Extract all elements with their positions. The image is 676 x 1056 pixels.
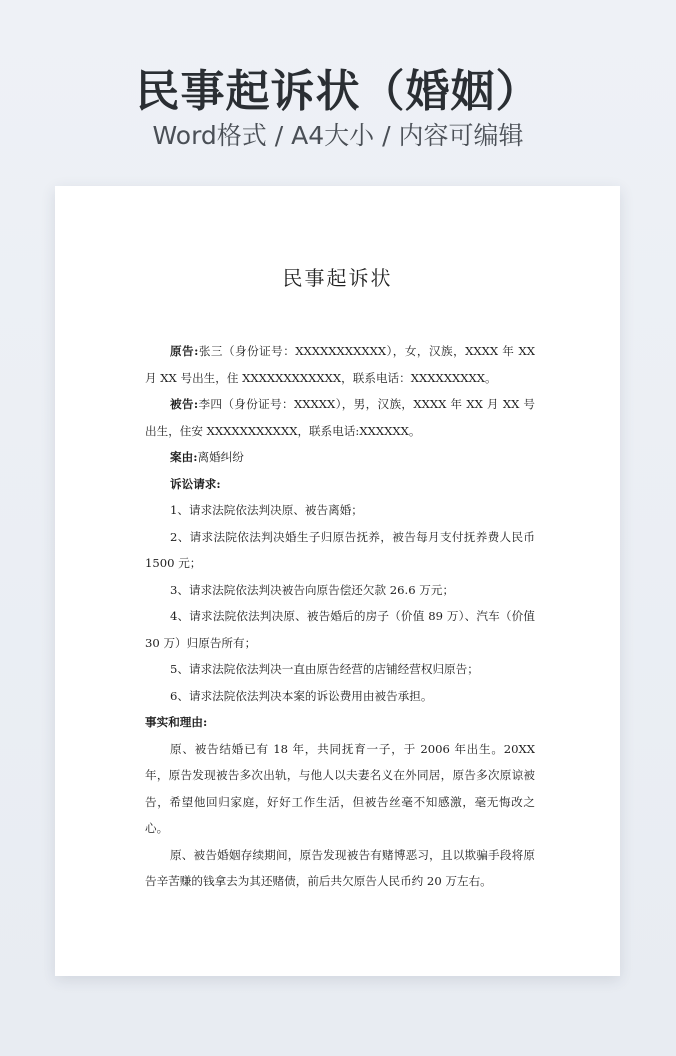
facts-paragraph: 原、被告婚姻存续期间，原告发现被告有赌博恶习，且以欺骗手段将原告辛苦赚的钱拿去为其还赌债，前后共欠原告人民币约 20 万左右。	[145, 847, 535, 888]
claim-item: 6、请求法院依法判决本案的诉讼费用由被告承担。	[170, 688, 433, 703]
defendant-text: 李四（身份证号：XXXXX），男，汉族，XXXX 年 XX 月 XX 号出生，住安 XXXXXXXXXXX，联系电话:XXXXXX。	[145, 397, 535, 438]
facts-heading: 事实和理由:	[145, 715, 208, 729]
claim-item: 2、请求法院依法判决婚生子归原告抚养，被告每月支付抚养费人民币 1500 元；	[145, 529, 535, 570]
document-title: 民事起诉状	[282, 266, 393, 290]
claim-item: 5、请求法院依法判决一直由原告经营的店铺经营权归原告；	[170, 662, 479, 676]
banner-subtitle: Word格式 / A4大小 / 内容可编辑	[152, 121, 524, 150]
plaintiff-label: 原告:	[170, 344, 199, 358]
defendant-label: 被告:	[170, 397, 199, 411]
plaintiff-paragraph	[145, 338, 535, 391]
cause-paragraph	[145, 444, 535, 471]
banner-title: 民事起诉状（婚姻）	[135, 66, 541, 117]
defendant-paragraph	[145, 391, 535, 444]
claims-heading: 诉讼请求:	[170, 476, 221, 491]
cause-label: 案由:	[170, 450, 198, 464]
document-page	[55, 186, 620, 976]
claim-item: 1、请求法院依法判决原、被告离婚；	[170, 503, 363, 517]
claim-item: 3、请求法院依法判决被告向原告偿还欠款 26.6 万元；	[170, 582, 455, 597]
facts-paragraph: 原、被告结婚已有 18 年，共同抚育一子，于 2006 年出生。20XX 年，原告发现被告多次出轨，与他人以夫妻名义在外同居，原告多次原谅被告，希望他回归家庭，好好工作生活，但被告丝毫不知感激，毫无悔改之心。	[145, 741, 535, 835]
cause-text: 离婚纠纷	[197, 450, 244, 464]
document-body	[145, 338, 535, 895]
plaintiff-text: 张三（身份证号：XXXXXXXXXXX），女，汉族，XXXX 年 XX 月 XX 号出生，住 XXXXXXXXXXXX，联系电话：XXXXXXXXX。	[145, 344, 535, 385]
claim-item: 4、请求法院依法判决原、被告婚后的房子（价值 89 万）、汽车（价值 30 万）归原告所有；	[145, 609, 535, 650]
